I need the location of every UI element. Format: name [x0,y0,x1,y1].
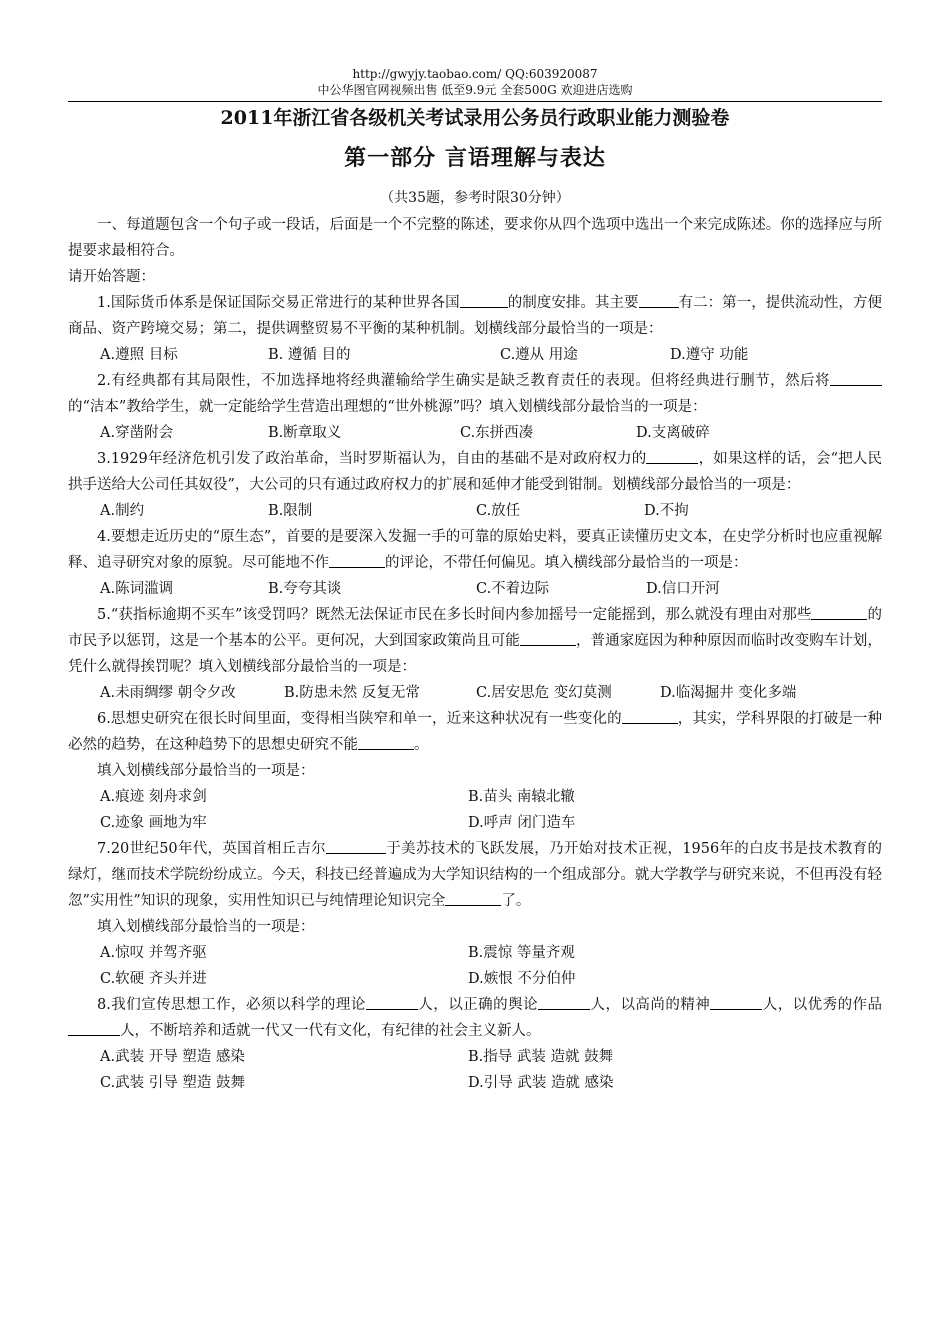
document-body [68,212,882,1096]
blank-line [329,551,385,568]
blank-line [358,733,414,750]
option-a[interactable]: A.陈词滥调 [100,581,174,597]
header-url-line[interactable]: http://gwyjy.taobao.com/ QQ:603920087 [352,67,598,81]
question-text: 3.1929年经济危机引发了政治革命，当时罗斯福认为，自由的基础不是对政府权力的 [97,451,647,467]
blank-line [639,291,679,308]
start-prompt: 请开始答题： [68,269,155,285]
question-text: 人，以正确的舆论 [417,997,539,1013]
options-5 [68,680,882,706]
options-7-row-1 [68,940,882,966]
blank-line [830,369,882,386]
blank-line [538,993,590,1010]
question-8 [68,992,882,1044]
blank-line [68,1019,120,1036]
option-a[interactable]: A.未雨绸缪 朝令夕改 [100,685,236,701]
header-ad-line: 中公华图官网视频出售 低至9.9元 全套500G 欢迎进店选购 [317,83,633,97]
option-a[interactable]: A.惊叹 并驾齐驱 [100,945,207,961]
question-text: 于美苏技术的飞跃发展，乃开始对技术正视，1956年的白皮书是技术教育的绿灯，继而技术学院纷纷成立。今天，科技已经普遍成为大学知识结构的一个组成部分。就大学教学与研究来说，不但再没有轻忽”实用性”知识的现象，实用性知识已与纯情理论知识完全 [68,841,882,909]
question-3 [68,446,882,498]
option-c[interactable]: C.软硬 齐头并进 [100,971,207,987]
question-text: 人，以高尚的精神 [590,997,711,1013]
options-1 [68,342,882,368]
question-4 [68,524,882,576]
question-5 [68,602,882,680]
question-text: ，如果这样的话，会“把人民拱手送给大公司任其奴役”，大公司的只有通过政府权力的扩展和延伸才能受到钳制。划横线部分最恰当的一项是： [68,451,882,493]
blank-line [520,629,576,646]
option-a[interactable]: A.穿凿附会 [100,425,174,441]
question-prompt: 填入划横线部分最恰当的一项是： [97,763,315,779]
option-b[interactable]: B.断章取义 [268,425,342,441]
blank-line [811,603,867,620]
question-text: ，普通家庭因为种种原因而临时改变购车计划，凭什么就得挨罚呢？填入划横线部分最恰当的一项是： [68,633,883,675]
question-text: 人，以优秀的作品 [762,997,883,1013]
question-text: 有二：第一，提供流动性，方便商品、资产跨境交易；第二，提供调整贸易不平衡的某种机制。划横线部分最恰当的一项是： [68,295,883,337]
option-d[interactable]: D.嫉恨 不分伯仲 [468,971,576,987]
options-8-row-1 [68,1044,882,1070]
blank-line [326,837,386,854]
option-c[interactable]: C.放任 [476,503,521,519]
header-rule [68,101,882,102]
question-text: 2.有经典都有其局限性，不加选择地将经典灌输给学生确实是缺乏教育责任的表现。但将经典进行删节，然后将 [97,373,830,389]
question-text: 5.“获指标逾期不买车”该受罚吗？既然无法保证市民在多长时间内参加摇号一定能摇到，那么就没有理由对那些 [97,607,812,623]
option-c[interactable]: C.遵从 用途 [500,347,578,363]
question-prompt: 填入划横线部分最恰当的一项是： [97,919,315,935]
section-note: （共35题，参考时限30分钟） [380,190,570,206]
blank-line [646,447,698,464]
question-text: 人，不断培养和适就一代又一代有文化，有纪律的社会主义新人。 [120,1023,541,1039]
option-d[interactable]: D.呼声 闭门造车 [468,815,576,831]
section-title: 第一部分 言语理解与表达 [344,145,606,171]
question-text: 的制度安排。其主要 [507,295,639,311]
option-b[interactable]: B.夸夸其谈 [268,581,342,597]
instructions: 一、每道题包含一个句子或一段话，后面是一个不完整的陈述，要求你从四个选项中选出一个来完成陈述。你的选择应与所提要求最相符合。 [68,217,882,259]
option-d[interactable]: D.不拘 [644,503,689,519]
options-2 [68,420,882,446]
option-c[interactable]: C.居安思危 变幻莫测 [476,685,612,701]
options-4 [68,576,882,602]
option-b[interactable]: B.苗头 南辕北辙 [468,789,575,805]
options-6-row-2 [68,810,882,836]
option-d[interactable]: D.信口开河 [646,581,720,597]
options-6-row-1 [68,784,882,810]
options-3 [68,498,882,524]
question-text: 6.思想史研究在很长时间里面，变得相当陕窄和单一，近来这种状况有一些变化的 [97,711,622,727]
option-a[interactable]: A.武装 开导 塑造 感染 [100,1049,245,1065]
option-c[interactable]: C.不着边际 [476,581,550,597]
option-d[interactable]: D.遵守 功能 [670,347,749,363]
blank-line [622,707,678,724]
options-7-row-2 [68,966,882,992]
option-b[interactable]: B.限制 [268,503,313,519]
option-a[interactable]: A.制约 [100,503,145,519]
blank-line [445,889,501,906]
page-header [68,66,882,98]
blank-line [460,291,508,308]
question-2 [68,368,882,420]
option-b[interactable]: B. 遵循 目的 [268,347,351,363]
options-8-row-2 [68,1070,882,1096]
question-text: 4.要想走近历史的“原生态”，首要的是要深入发掘一手的可靠的原始史料，要真正读懂历史文本，在史学分析时也应重视解释、追寻研究对象的原貌。尽可能地不作 [68,529,882,571]
option-b[interactable]: B.指导 武装 造就 鼓舞 [468,1049,614,1065]
option-c[interactable]: C.东拼西凑 [460,425,534,441]
question-text: 的市民予以惩罚，这是一个基本的公平。更何况，大到国家政策尚且可能 [68,607,883,649]
option-a[interactable]: A.痕迹 刻舟求剑 [100,789,207,805]
option-b[interactable]: B.防患未然 反复无常 [284,685,420,701]
question-text: 的“洁本”教给学生，就一定能给学生营造出理想的“世外桃源”吗？填入划横线部分最恰当的一项是： [68,399,707,415]
option-d[interactable]: D.临渴掘井 变化多端 [660,685,797,701]
option-b[interactable]: B.震惊 等量齐观 [468,945,575,961]
option-d[interactable]: D.引导 武装 造就 感染 [468,1075,614,1091]
question-text: 。 [414,737,429,753]
question-text: 1.国际货币体系是保证国际交易正常进行的某种世界各国 [97,295,460,311]
question-6 [68,706,882,758]
option-c[interactable]: C.迹象 画地为牢 [100,815,207,831]
question-text: 了。 [501,893,531,909]
question-text: 7.20世纪50年代，英国首相丘吉尔 [97,841,326,857]
question-text: 8.我们宣传思想工作，必须以科学的理论 [97,997,366,1013]
option-a[interactable]: A.遵照 目标 [100,347,178,363]
question-1 [68,290,882,342]
question-text: 的评论，不带任何偏见。填入横线部分最恰当的一项是： [385,555,748,571]
option-c[interactable]: C.武装 引导 塑造 鼓舞 [100,1075,246,1091]
option-d[interactable]: D.支离破碎 [636,425,710,441]
blank-line [710,993,762,1010]
question-text: ，其实，学科界限的打破是一种必然的趋势，在这种趋势下的思想史研究不能 [68,711,882,753]
blank-line [366,993,418,1010]
exam-title: 2011年浙江省各级机关考试录用公务员行政职业能力测验卷 [220,107,730,129]
question-7 [68,836,882,914]
